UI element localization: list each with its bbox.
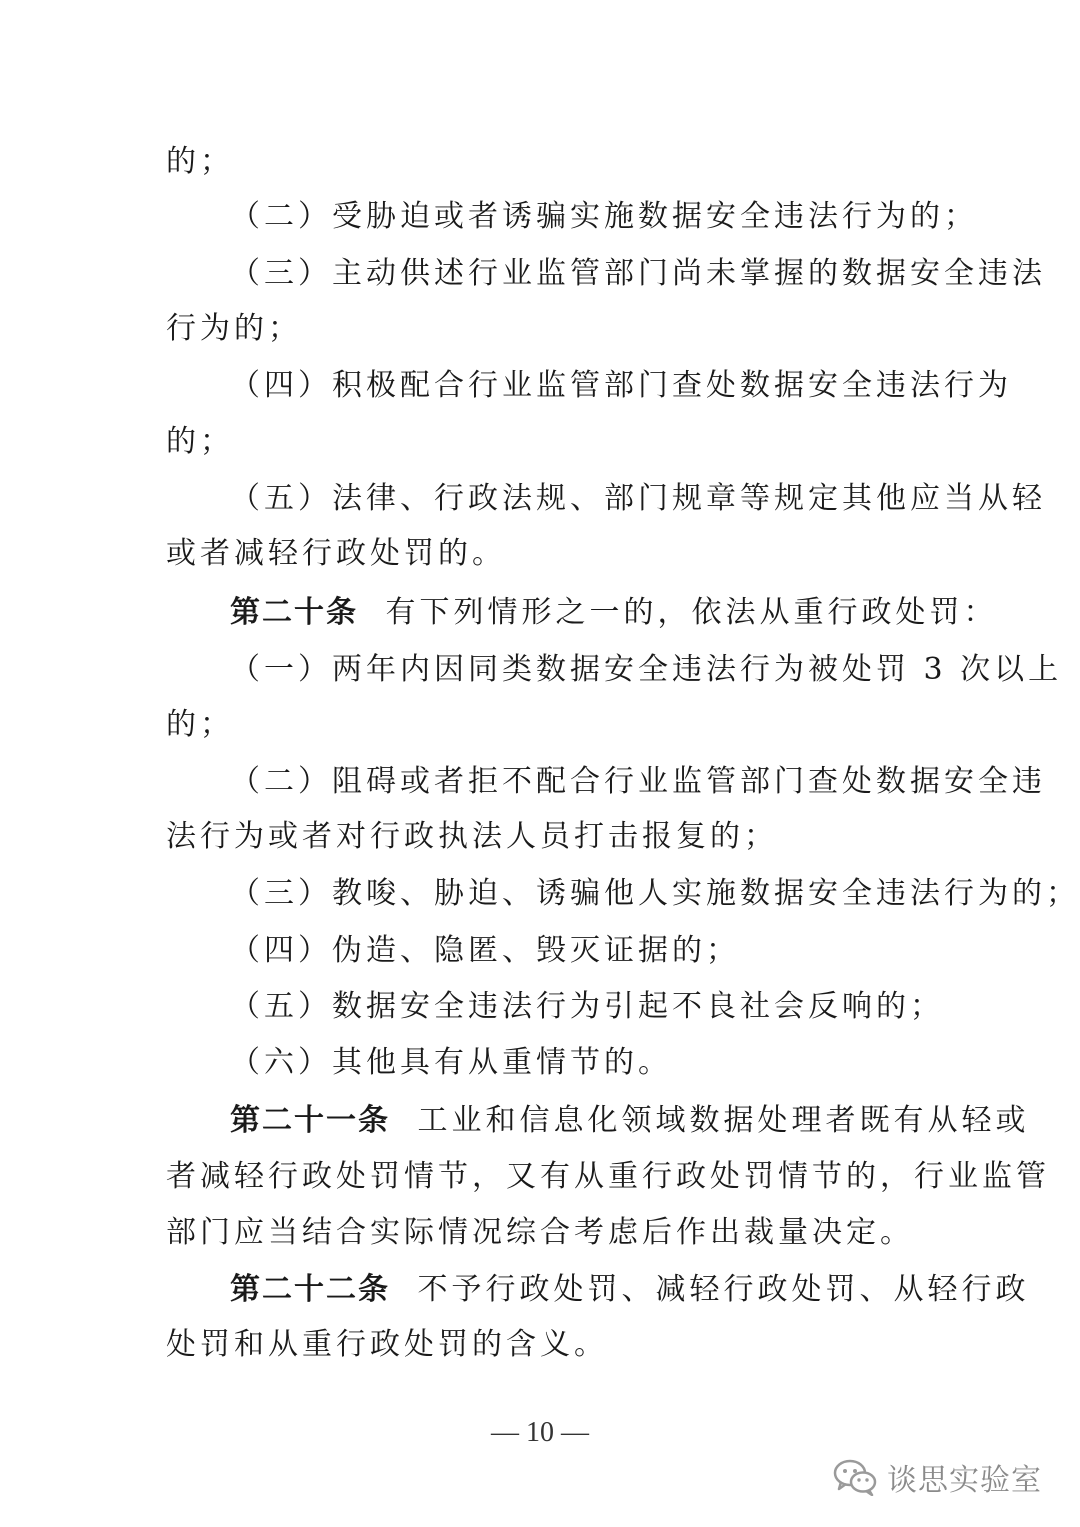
text-line: （四）积极配合行业监管部门查处数据安全违法行为 (230, 368, 1012, 403)
article-text: 工业和信息化领域数据处理者既有从轻或 (417, 1103, 1030, 1138)
text-line: 行为的； (166, 311, 302, 346)
text-line: （三）主动供述行业监管部门尚未掌握的数据安全违法 (230, 256, 1046, 291)
text-line: （三）教唆、胁迫、诱骗他人实施数据安全违法行为的； (230, 876, 1080, 911)
text-line: （五）法律、行政法规、部门规章等规定其他应当从轻 (230, 481, 1046, 516)
article-heading: 第二十一条 (230, 1103, 390, 1138)
article-line (230, 1268, 1030, 1312)
article-line (230, 591, 998, 635)
text-line: 法行为或者对行政执法人员打击报复的； (166, 819, 778, 854)
article-heading: 第二十条 (230, 595, 358, 630)
article-line (230, 1099, 1030, 1143)
text-line: （五）数据安全违法行为引起不良社会反响的； (230, 989, 944, 1024)
text-line: （一）两年内因同类数据安全违法行为被处罚 3 次以上 (230, 652, 1063, 687)
text-line: 的； (166, 424, 234, 459)
watermark-text: 谈思实验室 (887, 1463, 1042, 1498)
text-line: （六）其他具有从重情节的。 (230, 1045, 672, 1080)
text-line: 的； (166, 144, 234, 179)
text-line: （四）伪造、隐匿、毁灭证据的； (230, 933, 740, 968)
article-heading: 第二十二条 (230, 1272, 390, 1307)
text-line: 或者减轻行政处罚的。 (166, 536, 506, 571)
text-line: 者减轻行政处罚情节，又有从重行政处罚情节的，行业监管 (166, 1159, 1050, 1194)
text-line: 的； (166, 707, 234, 742)
text-line: 处罚和从重行政处罚的含义。 (166, 1327, 608, 1362)
page-number: — 10 — (491, 1417, 589, 1448)
text-line: （二）阻碍或者拒不配合行业监管部门查处数据安全违 (230, 764, 1046, 799)
watermark (833, 1455, 1042, 1499)
wechat-icon (833, 1458, 877, 1496)
article-text: 不予行政处罚、减轻行政处罚、从轻行政 (417, 1272, 1030, 1307)
text-line: （二）受胁迫或者诱骗实施数据安全违法行为的； (230, 199, 978, 234)
article-text: 有下列情形之一的，依法从重行政处罚： (385, 595, 998, 630)
text-line: 部门应当结合实际情况综合考虑后作出裁量决定。 (166, 1215, 914, 1250)
